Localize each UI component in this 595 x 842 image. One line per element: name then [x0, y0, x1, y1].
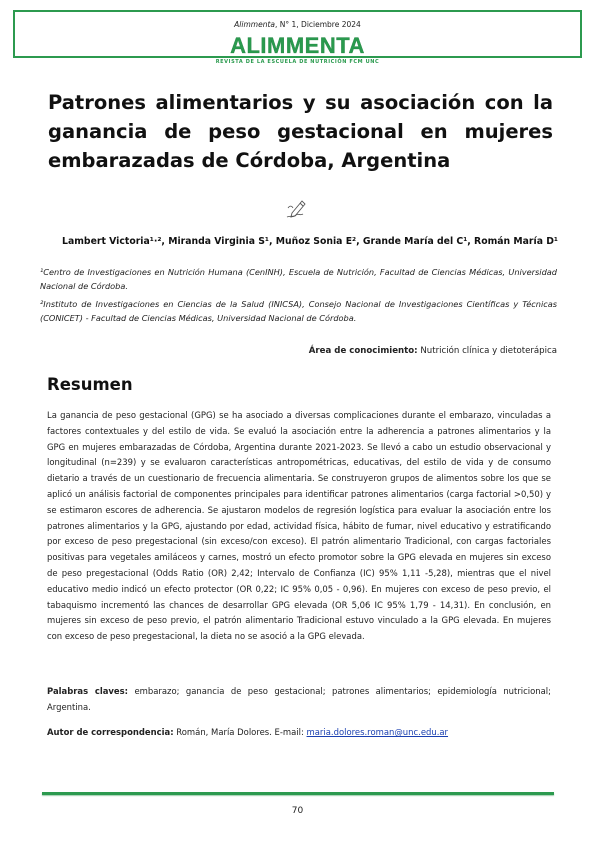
abstract-body: La ganancia de peso gestacional (GPG) se ha asociado a diversas complicaciones durante el embarazo, vinculadas a factores contextuales y del estilo de vida. Se evaluó la asociación entre la adherencia a patrones alimentarios y la GPG en mujeres embarazadas de Córdoba, Argentina durante 2021-2023. Se llevó a cabo un estudio observacional y longitudinal (n=239) y se evaluaron características antropométricas, educativas, del estilo de vida y de consumo dietario a través de un cuestionario de frecuencia alimentaria. Se construyeron grupos de alimentos sobre los que se aplicó un análisis factorial de componentes principales para identificar patrones alimentarios (carga factorial >0,50) y se estimaron escores de adherencia. Se ajustaron modelos de regresión logística para evaluar la asociación entre los patrones alimentarios y la GPG, ajustando por edad, actividad física, hábito de fumar, nivel educativo y estratificando por exceso de peso pregestacional (sin exceso/con exceso). El patrón alimentario Tradicional, con cargas factoriales positivas para vegetales amiláceos y carnes, mostró un efecto promotor sobre la GPG elevada en mujeres sin exceso de peso pregestacional (Odds Ratio (OR) 2,42; Intervalo de Confianza (IC) 95% 1,11 -5,28), mientras que el nivel educativo medio indicó un efecto protector (OR 0,22; IC 95% 0,05 - 0,96). En mujeres con exceso de peso previo, el tabaquismo incrementó las chances de desarrollar GPG elevada (OR 5,06 IC 95% 1,79 - 14,31). En conclusión, en mujeres sin exceso de peso previo, el patrón alimentario Tradicional estuvo vinculado a la GPG elevada. En mujeres con exceso de peso pregestacional, la dieta no se asoció a la GPG elevada. — [47, 410, 551, 642]
keywords — [47, 684, 551, 715]
corresponding-author-name: Román, María Dolores. E-mail: — [173, 727, 307, 737]
article-title: Patrones alimentarios y su asociación con la ganancia de peso gestacional en mujeres embarazadas de Córdoba, Argentina — [48, 91, 553, 172]
journal-logo — [0, 35, 595, 57]
corresponding-author — [47, 727, 551, 737]
keywords-value: embarazo; ganancia de peso gestacional; patrones alimentarios; epidemiología nutricional; Argentina. — [47, 686, 551, 712]
logo-text: ALIMMENTA — [230, 33, 365, 58]
abstract-heading: Resumen — [47, 375, 133, 394]
journal-issue: , N° 1, Diciembre 2024 — [275, 20, 361, 29]
affiliation-2: ²Instituto de Investigaciones en Ciencias de la Salud (INICSA), Consejo Nacional de Investigaciones Científicas y Técnicas (CONICET) - Facultad de Ciencias Médicas, Universidad Nacional de Córdoba. — [40, 299, 557, 323]
page-number: 70 — [291, 806, 304, 816]
author-list: Lambert Victoria¹·², Miranda Virginia S¹, Muñoz Sonia E², Grande María del C¹, Román María D¹ — [62, 236, 558, 247]
knowledge-area-value: Nutrición clínica y dietoterápica — [417, 346, 557, 356]
journal-name: Alimmenta — [234, 20, 275, 29]
knowledge-area — [40, 346, 557, 356]
logo-subtitle: REVISTA DE LA ESCUELA DE NUTRICIÓN FCM UNC — [215, 59, 380, 65]
knowledge-area-label: Área de conocimiento: — [308, 346, 418, 356]
keywords-label: Palabras claves: — [47, 686, 129, 696]
pen-writing-icon — [283, 196, 309, 222]
corresponding-author-label: Autor de correspondencia: — [47, 727, 174, 737]
footer-divider — [42, 792, 554, 795]
corresponding-email-link[interactable]: maria.dolores.roman@unc.edu.ar — [306, 727, 449, 737]
journal-issue-line — [0, 20, 595, 29]
affiliation-1: ¹Centro de Investigaciones en Nutrición Humana (CenINH), Escuela de Nutrición, Facultad de Ciencias Médicas, Universidad Nacional de Córdoba. — [40, 267, 557, 291]
